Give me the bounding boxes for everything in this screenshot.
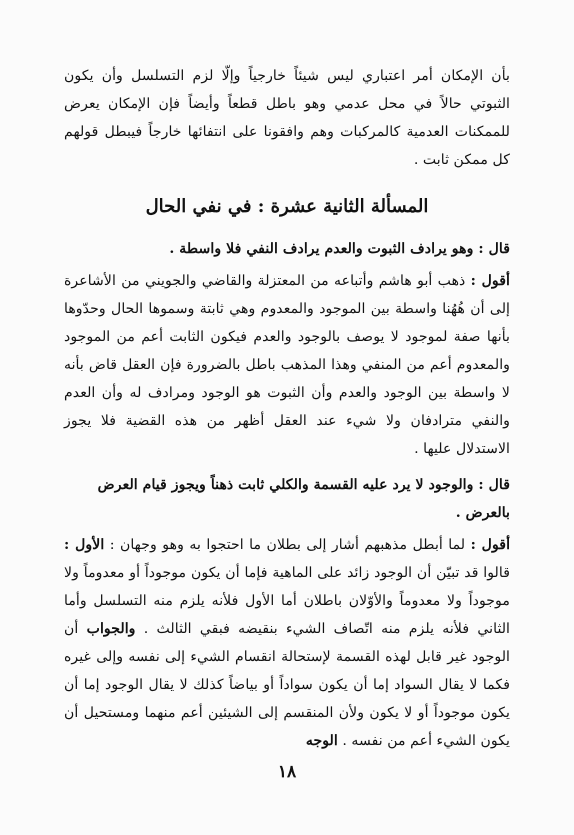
- qal-text-2: والوجود لا يرد عليه القسمة والكلي ثابت ذهناً ويجوز قيام العرض بالعرض .: [97, 477, 510, 521]
- page-number: ١٨: [277, 762, 297, 782]
- answer-label: والجواب: [86, 621, 136, 637]
- intro-paragraph: بأن الإمكان أمر اعتباري ليس شيئاً خارجياً وإلّا لزم التسلسل وأن يكون الثبوتي حالاً في محل عدمي وهو باطل قطعاً وأيضاً فإن الإمكان يعرض للممكنات العدمية كالمركبات وهم وافقونا على انتفائها خارجاً فيبطل قولهم كل ممكن ثابت .: [64, 68, 510, 168]
- aqul-label-1: أقول :: [470, 273, 510, 289]
- qal-label-2: قال :: [478, 477, 510, 493]
- qal-label-1: قال :: [478, 241, 510, 257]
- aqul-text-1: ذهب أبو هاشم وأتباعه من المعتزلة والقاضي والجويني من الأشاعرة إلى أن هُهُنا واسطة بين الموجود والمعدوم وهي ثابتة وسموها الحال وحدّوها بأنها صفة لموجود لا يوصف بالوجود والعدم فيكون الثابت أعم من الموجود والمعدوم أعم من المنفي وهذا المذهب باطل بالضرورة فإن العقل قاض بأنه لا واسطة بين الوجود والعدم وأن الثبوت هو الوجود ومرادف له وأن العدم والنفي مترادفان ولا شيء عند العقل أظهر من هذه القضية فلا يجوز الاستدلال عليها .: [64, 273, 510, 457]
- aqul-paragraph-2: [64, 531, 510, 755]
- qal-statement-1: [64, 235, 510, 263]
- next-aspect-label: الوجه: [305, 733, 338, 749]
- aqul-label-2: أقول :: [470, 537, 511, 553]
- aqul-paragraph-1: [64, 267, 510, 463]
- aqul-text-2c: أن الوجود غير قابل لهذه القسمة لإستحالة انقسام الشيء إلى نفسه وإلى غيره فكما لا يقال السواد إما أن يكون سواداً أو بياضاً كذلك لا يقال الوجود إما أن يكون موجوداً أو لا يكون ولأن المنقسم إلى الشيئين أعم منهما ومستحيل أن يكون الشيء أعم من نفسه .: [64, 621, 510, 749]
- aqul-text-2a: لما أبطل مذهبهم أشار إلى بطلان ما احتجوا به وهو وجهان :: [109, 537, 466, 553]
- qal-statement-2: [64, 471, 510, 527]
- first-argument-label: الأول :: [64, 537, 105, 553]
- aqul-text-2b: قالوا قد تبيّن أن الوجود زائد على الماهية فإما أن يكون موجوداً أو معدوماً ولا موجوداً ولا معدوماً والأوّلان باطلان أما الأول فلأنه يلزم منه التسلسل وأما الثاني فلأنه يلزم منه اتّصاف الشيء بنقيضه فبقي الثالث .: [64, 565, 510, 637]
- qal-text-1: وهو يرادف الثبوت والعدم يرادف النفي فلا واسطة .: [169, 241, 474, 257]
- section-heading: المسألة الثانية عشرة : في نفي الحال: [145, 196, 429, 217]
